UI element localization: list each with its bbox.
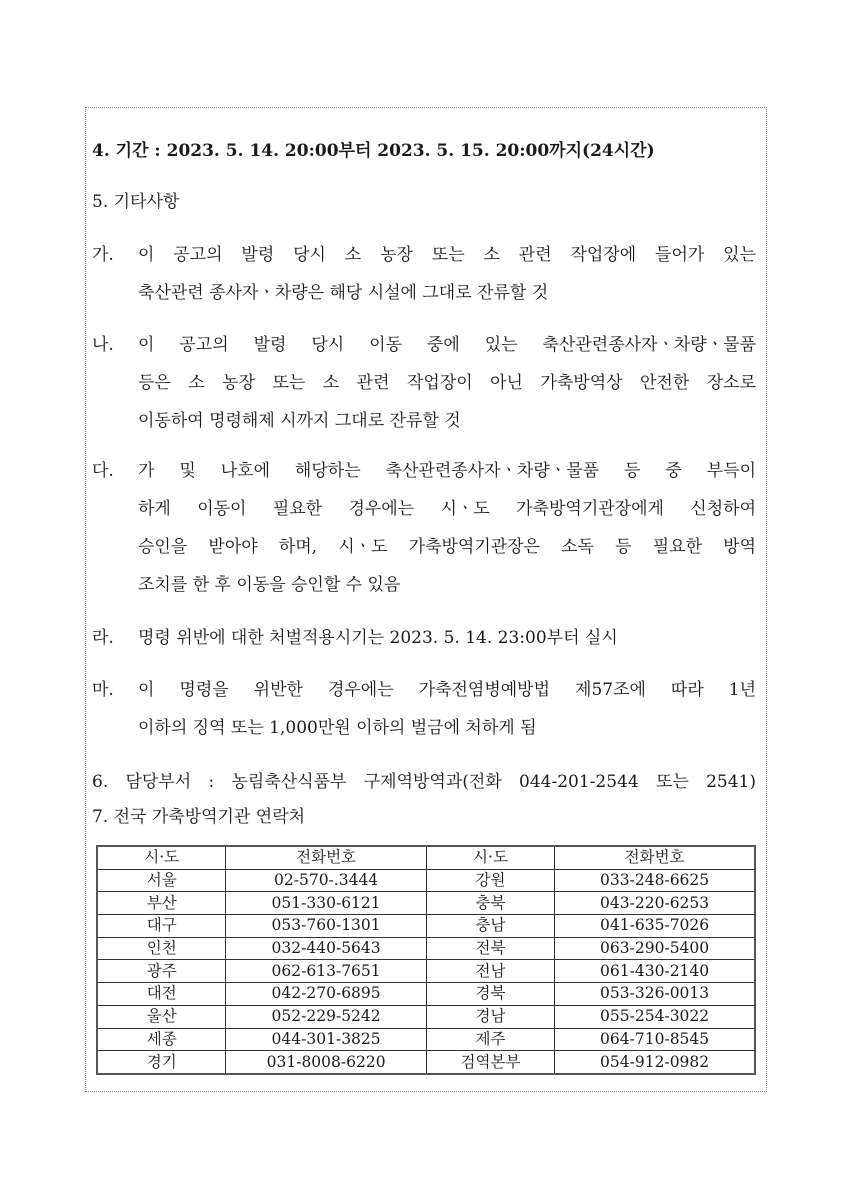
- phone-cell: 061-430-2140: [555, 960, 755, 983]
- region-cell: 충남: [426, 915, 554, 938]
- table-row: [97, 892, 755, 915]
- table-row: [97, 1005, 755, 1028]
- phone-cell: 043-220-6253: [555, 892, 755, 915]
- item-marker: 가.: [92, 245, 114, 265]
- item-line: 이동하여 명령해제 시까지 그대로 잔류할 것: [138, 411, 461, 431]
- region-cell: 대구: [97, 915, 226, 938]
- item-marker: 다.: [92, 461, 114, 481]
- department-line: 6. 담당부서 : 농림축산식품부 구제역방역과(전화 044-201-2544 또는 2541): [92, 772, 756, 792]
- item-line: 조치를 한 후 이동을 승인할 수 있음: [138, 575, 401, 595]
- table-row: [97, 937, 755, 960]
- item-line: 이하의 징역 또는 1,000만원 이하의 벌금에 처하게 됨: [138, 718, 537, 738]
- phone-cell: 064-710-8545: [555, 1028, 755, 1051]
- region-cell: 울산: [97, 1005, 226, 1028]
- region-cell: 경기: [97, 1051, 226, 1074]
- phone-cell: 062-613-7651: [226, 960, 426, 983]
- phone-cell: 041-635-7026: [555, 915, 755, 938]
- period-line: 4. 기간 : 2023. 5. 14. 20:00부터 2023. 5. 15. 20:00까지(24시간): [92, 141, 655, 161]
- phone-cell: 053-760-1301: [226, 915, 426, 938]
- contacts-heading: 7. 전국 가축방역기관 연락처: [92, 807, 306, 827]
- table-header-row: [97, 846, 755, 869]
- region-cell: 경북: [426, 983, 554, 1006]
- item-line: 가 및 나호에 해당하는 축산관련종사자ㆍ차량ㆍ물품 등 중 부득이: [138, 461, 756, 481]
- region-cell: 세종: [97, 1028, 226, 1051]
- region-cell: 검역본부: [426, 1051, 554, 1074]
- region-cell: 대전: [97, 983, 226, 1006]
- region-cell: 서울: [97, 869, 226, 892]
- phone-cell: 02-570-.3444: [226, 869, 426, 892]
- item-line: 하게 이동이 필요한 경우에는 시ㆍ도 가축방역기관장에게 신청하여: [138, 499, 756, 519]
- misc-heading: 5. 기타사항: [92, 192, 180, 212]
- phone-cell: 051-330-6121: [226, 892, 426, 915]
- phone-cell: 052-229-5242: [226, 1005, 426, 1028]
- phone-cell: 044-301-3825: [226, 1028, 426, 1051]
- header-region: 시·도: [97, 846, 226, 869]
- header-phone: 전화번호: [555, 846, 755, 869]
- header-phone: 전화번호: [226, 846, 426, 869]
- item-line: 이 명령을 위반한 경우에는 가축전염병예방법 제57조에 따라 1년: [138, 680, 756, 700]
- item-line: 승인을 받아야 하며, 시ㆍ도 가축방역기관장은 소독 등 필요한 방역: [138, 537, 756, 557]
- region-cell: 제주: [426, 1028, 554, 1051]
- header-region: 시·도: [426, 846, 554, 869]
- table-row: [97, 983, 755, 1006]
- phone-cell: 054-912-0982: [555, 1051, 755, 1074]
- region-cell: 강원: [426, 869, 554, 892]
- item-marker: 나.: [92, 335, 114, 355]
- item-marker: 마.: [92, 680, 114, 700]
- phone-cell: 063-290-5400: [555, 937, 755, 960]
- item-line: 축산관련 종사자ㆍ차량은 해당 시설에 그대로 잔류할 것: [138, 283, 549, 303]
- contacts-table: [96, 845, 756, 1075]
- table-row: [97, 1051, 755, 1074]
- table-row: [97, 1028, 755, 1051]
- region-cell: 전남: [426, 960, 554, 983]
- item-line: 이 공고의 발령 당시 이동 중에 있는 축산관련종사자ㆍ차량ㆍ물품: [138, 335, 756, 355]
- table-row: [97, 869, 755, 892]
- table-row: [97, 960, 755, 983]
- item-line: 명령 위반에 대한 처벌적용시기는 2023. 5. 14. 23:00부터 실시: [138, 628, 618, 648]
- region-cell: 전북: [426, 937, 554, 960]
- item-line: 등은 소 농장 또는 소 관련 작업장이 아닌 가축방역상 안전한 장소로: [138, 373, 756, 393]
- region-cell: 충북: [426, 892, 554, 915]
- region-cell: 경남: [426, 1005, 554, 1028]
- item-line: 이 공고의 발령 당시 소 농장 또는 소 관련 작업장에 들어가 있는: [138, 245, 756, 265]
- phone-cell: 031-8008-6220: [226, 1051, 426, 1074]
- phone-cell: 042-270-6895: [226, 983, 426, 1006]
- region-cell: 부산: [97, 892, 226, 915]
- phone-cell: 033-248-6625: [555, 869, 755, 892]
- region-cell: 인천: [97, 937, 226, 960]
- region-cell: 광주: [97, 960, 226, 983]
- table-row: [97, 915, 755, 938]
- phone-cell: 032-440-5643: [226, 937, 426, 960]
- phone-cell: 055-254-3022: [555, 1005, 755, 1028]
- item-marker: 라.: [92, 628, 114, 648]
- phone-cell: 053-326-0013: [555, 983, 755, 1006]
